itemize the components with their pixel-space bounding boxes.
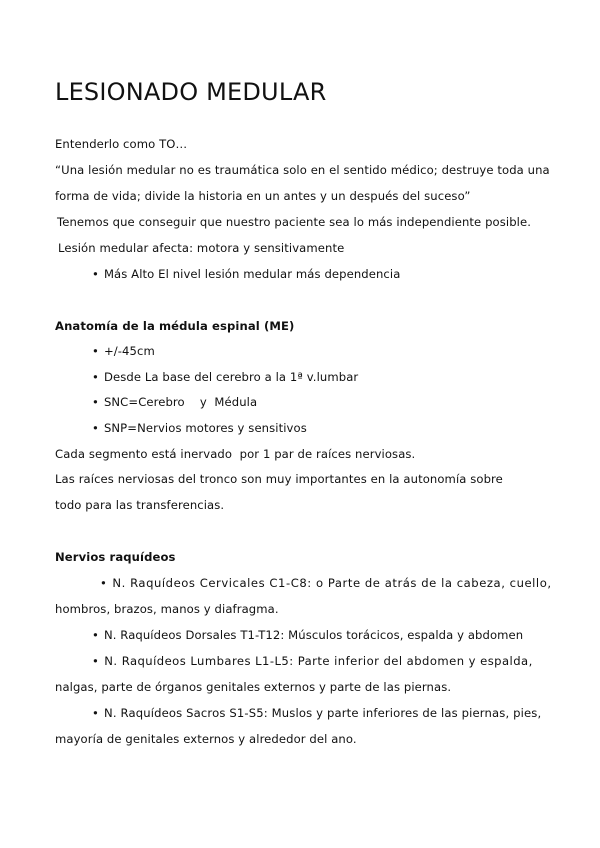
- lumbar-text: • N. Raquídeos Lumbares L1-L5: Parte inferior del abdomen y espalda,: [92, 654, 533, 668]
- section-heading-nerves: Nervios raquídeos: [55, 550, 176, 564]
- list-item: [92, 706, 544, 720]
- cervical-text: • N. Raquídeos Cervicales C1-C8: o Parte de atrás de la cabeza, cuello,: [100, 576, 552, 590]
- goal-text: Tenemos que conseguir que nuestro paciente sea lo más independiente posible.: [57, 215, 531, 229]
- affects-text: Lesión medular afecta: motora y sensitivamente: [58, 241, 345, 255]
- lumbar-continuation: nalgas, parte de órganos genitales externos y parte de las piernas.: [55, 680, 452, 694]
- list-item: • SNC=Cerebro y Médula: [92, 395, 257, 409]
- list-item: • Desde La base del cerebro a la 1ª v.lumbar: [92, 370, 358, 384]
- list-item: • N. Raquídeos Dorsales T1-T12: Músculos torácicos, espalda y abdomen: [92, 628, 523, 642]
- cervical-continuation: hombros, brazos, manos y diafragma.: [55, 602, 279, 616]
- paragraph-line-2: todo para las transferencias.: [55, 498, 225, 512]
- list-item: • Más Alto El nivel lesión medular más dependencia: [92, 267, 400, 281]
- list-item: • SNP=Nervios motores y sensitivos: [92, 421, 307, 435]
- section-heading-anatomy: Anatomía de la médula espinal (ME): [55, 319, 295, 333]
- page-title: LESIONADO MEDULAR: [55, 78, 327, 106]
- list-item: [92, 654, 544, 668]
- quote-line-1: “Una lesión medular no es traumática solo en el sentido médico; destruye toda una: [55, 163, 550, 177]
- list-item: [100, 576, 552, 590]
- list-item: • +/-45cm: [92, 344, 155, 358]
- sacral-continuation: mayoría de genitales externos y alrededor del ano.: [55, 732, 357, 746]
- paragraph: Cada segmento está inervado por 1 par de raíces nerviosas.: [55, 447, 416, 461]
- paragraph-line-1: Las raíces nerviosas del tronco son muy importantes en la autonomía sobre: [55, 472, 503, 486]
- intro-line: Entenderlo como TO…: [55, 137, 188, 151]
- sacral-text: • N. Raquídeos Sacros S1-S5: Muslos y parte inferiores de las piernas, pies,: [92, 706, 541, 720]
- quote-line-2: forma de vida; divide la historia en un antes y un después del suceso”: [55, 189, 471, 203]
